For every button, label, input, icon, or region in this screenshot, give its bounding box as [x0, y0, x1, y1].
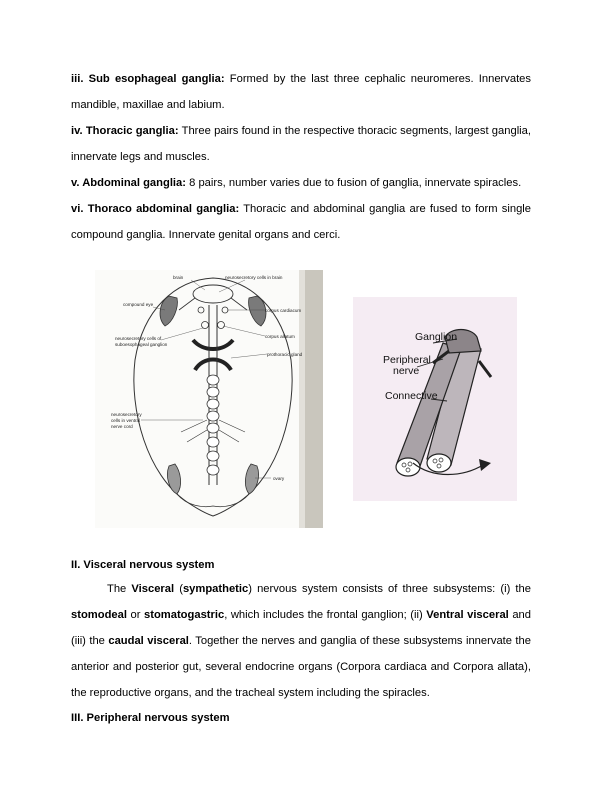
ganglia-iii — [71, 66, 531, 118]
label-ovary: ovary — [273, 476, 285, 481]
label-neurosecretory-sub-1: neurosecretory cells of — [115, 336, 162, 341]
ganglion-connective-figure — [353, 297, 517, 501]
visceral-text-2: ( — [174, 583, 183, 595]
label-neurosecretory-ventral-2: cells in ventral — [111, 418, 141, 423]
ganglia-vi-text: Thoracic and abdominal ganglia are fused to form single compound ganglia. Innervate genital organs and cerci. — [71, 203, 531, 241]
label-neurosecretory-ventral-1: neurosecretory — [111, 412, 142, 417]
visceral-text-7: . Together the nerves and ganglia of these subsystems innervate the anterior and posterior gut, several endocrine organs (Corpora cardiaca and Corpora allata), the reproductive organs, and the tracheal system including the spiracles. — [71, 635, 531, 699]
label-neurosecretory-brain: neurosecretory cells in brain — [225, 275, 283, 280]
label-neurosecretory-sub-2: suboesophageal ganglion — [115, 342, 168, 347]
peripheral-heading: III. Peripheral nervous system — [71, 712, 230, 724]
visceral-paragraph — [71, 576, 531, 706]
visceral-bold-4: stomatogastric — [144, 609, 225, 621]
label-compound-eye: compound eye — [123, 302, 154, 307]
visceral-bold-2: sympathetic — [182, 583, 249, 595]
label-prothoracic-gland: prothoracic gland — [267, 352, 303, 357]
visceral-bold-3: stomodeal — [71, 609, 127, 621]
label-corpus-cardiacum: corpus cardiacum — [265, 308, 302, 313]
ganglia-vi — [71, 196, 531, 248]
ganglia-iii-title: iii. Sub esophageal ganglia: — [71, 73, 225, 85]
ganglia-iv-title: iv. Thoracic ganglia: — [71, 125, 179, 137]
label-peripheral: Peripheral — [383, 354, 431, 366]
insect-nervous-system-figure — [95, 270, 323, 528]
visceral-text-4: or — [126, 609, 144, 621]
label-nerve: nerve — [393, 365, 420, 377]
label-ganglion: Ganglion — [415, 331, 458, 343]
ganglia-v-title: v. Abdominal ganglia: — [71, 177, 186, 189]
visceral-bold-5: Ventral visceral — [426, 609, 509, 621]
visceral-bold-1: Visceral — [131, 583, 175, 595]
visceral-bold-6: caudal visceral — [108, 635, 189, 647]
label-connective: Connective — [385, 390, 438, 402]
ganglia-v — [71, 170, 531, 196]
label-brain: brain — [173, 275, 184, 280]
ganglia-iv-text: Three pairs found in the respective thoracic segments, largest ganglia, innervate legs and muscles. — [71, 125, 531, 163]
ganglia-vi-title: vi. Thoraco abdominal ganglia: — [71, 203, 240, 215]
visceral-text-6: and (iii) the — [71, 609, 532, 647]
visceral-text-3: ) nervous system consists of three subsystems: (i) the — [248, 583, 531, 595]
ganglia-iii-text: Formed by the last three cephalic neuromeres. Innervates mandible, maxillae and labium. — [71, 73, 532, 111]
visceral-heading: II. Visceral nervous system — [71, 559, 215, 571]
label-corpus-allatum: corpus allatum — [265, 334, 295, 339]
visceral-text-5: , which includes the frontal ganglion; (ii) — [224, 609, 427, 621]
ganglia-iv — [71, 118, 531, 170]
visceral-text-1: The — [107, 583, 132, 595]
ganglia-v-text: 8 pairs, number varies due to fusion of ganglia, innervate spiracles. — [186, 177, 522, 189]
label-neurosecretory-ventral-3: nerve cord — [111, 424, 133, 429]
